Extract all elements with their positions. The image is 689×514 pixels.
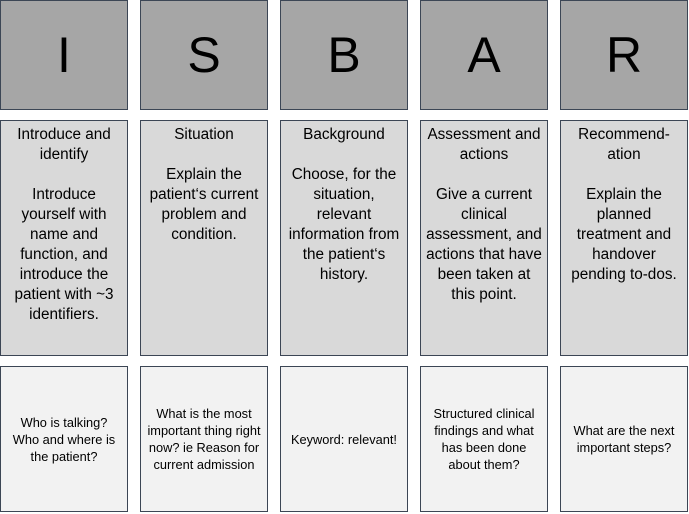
title-recommendation: Recommend-ation xyxy=(578,126,670,163)
letter-r: R xyxy=(605,27,643,83)
note-box-r xyxy=(560,366,688,512)
description-background: Choose, for the situation, relevant information from the patient‘s history. xyxy=(288,166,400,283)
letter-box-r xyxy=(560,0,688,110)
letter-b: B xyxy=(327,27,361,83)
title-situation: Situation xyxy=(174,126,234,143)
description-box-a xyxy=(420,120,548,356)
note-box-s xyxy=(140,366,268,512)
note-box-i xyxy=(0,366,128,512)
letter-box-b xyxy=(280,0,408,110)
note-situation: What is the most important thing right now? ie Reason for current admission xyxy=(147,406,261,472)
title-background: Background xyxy=(303,126,385,143)
note-box-b xyxy=(280,366,408,512)
letter-box-s xyxy=(140,0,268,110)
note-box-a xyxy=(420,366,548,512)
description-introduce-identify: Introduce yourself with name and function, and introduce the patient with ~3 identifiers. xyxy=(14,186,114,323)
description-box-i xyxy=(0,120,128,356)
title-assessment-actions: Assessment and actions xyxy=(427,126,541,163)
note-introduce-identify: Who is talking? Who and where is the patient? xyxy=(12,414,116,464)
letter-a: A xyxy=(467,27,501,83)
description-situation: Explain the patient‘s current problem and condition. xyxy=(149,166,259,243)
title-introduce-identify: Introduce and identify xyxy=(17,126,111,163)
letter-box-a xyxy=(420,0,548,110)
description-assessment-actions: Give a current clinical assessment, and actions that have been taken at this point. xyxy=(426,186,542,303)
letter-i: I xyxy=(57,27,71,83)
letter-box-i xyxy=(0,0,128,110)
description-box-b xyxy=(280,120,408,356)
description-recommendation: Explain the planned treatment and handover pending to-dos. xyxy=(571,186,677,283)
letter-s: S xyxy=(187,27,221,83)
note-assessment-actions: Structured clinical findings and what has been done about them? xyxy=(433,406,535,472)
note-background: Keyword: relevant! xyxy=(291,431,397,447)
description-box-r xyxy=(560,120,688,356)
note-recommendation: What are the next important steps? xyxy=(573,423,675,455)
description-box-s xyxy=(140,120,268,356)
